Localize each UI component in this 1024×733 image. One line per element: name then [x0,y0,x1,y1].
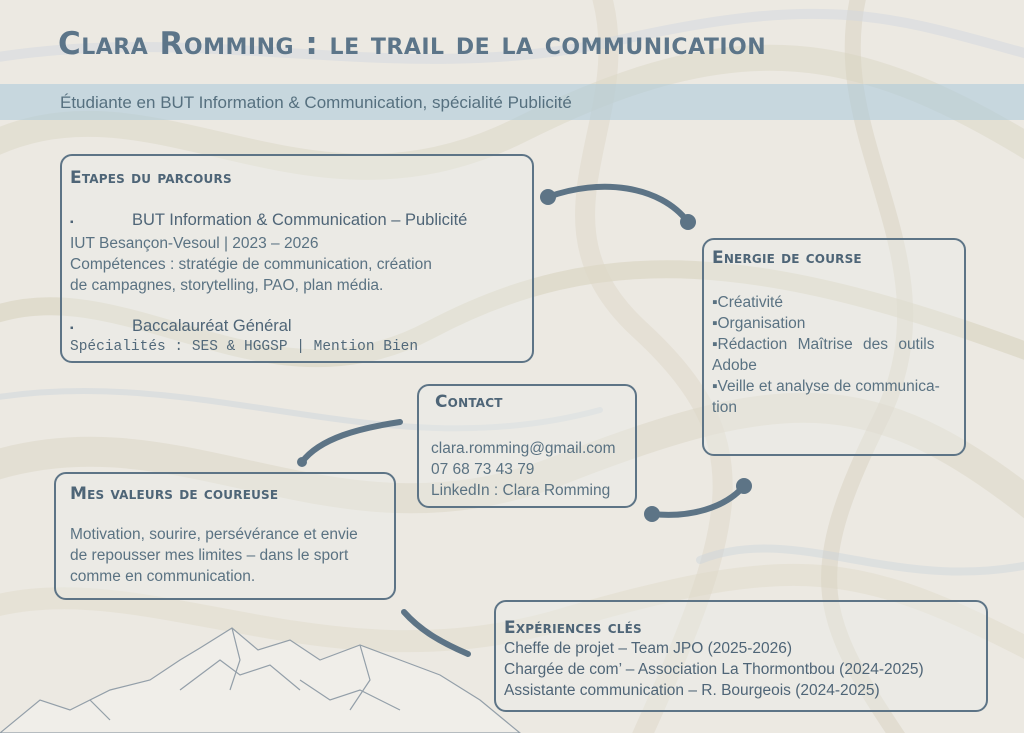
parcours-item1-skills-2: de campagnes, storytelling, PAO, plan média. [70,277,384,294]
experience-item: Chargée de com’ – Association La Thormontbou (2024-2025) [504,661,924,678]
contact-email[interactable]: clara.romming@gmail.com [431,440,616,457]
bullet-icon: ▪ [70,217,74,228]
energie-card [702,238,966,456]
experiences-card [494,600,988,712]
energie-item: Adobe [712,357,757,374]
experience-item: Assistante communication – R. Bourgeois (2024-2025) [504,682,880,699]
bullet-icon: ▪ [70,323,74,334]
parcours-heading: Etapes du parcours [70,168,232,188]
parcours-item1-skills-1: Compétences : stratégie de communication, création [70,256,432,273]
parcours-item1-title: BUT Information & Communication – Publicité [132,211,468,229]
valeurs-line: Motivation, sourire, persévérance et envie [70,526,358,543]
contact-linkedin[interactable]: LinkedIn : Clara Romming [431,482,611,499]
valeurs-line: comme en communication. [70,568,256,585]
valeurs-heading: Mes valeurs de coureuse [70,484,279,504]
page-title: Clara Romming : le trail de la communication [58,26,767,62]
contact-heading: Contact [435,392,503,412]
energie-item: ▪Rédaction Maîtrise des outils [712,336,935,353]
energie-item: ▪Veille et analyse de communica- [712,378,940,395]
energie-item: tion [712,399,737,416]
parcours-item2-details: Spécialités : SES & HGGSP | Mention Bien [70,339,419,355]
valeurs-line: de repousser mes limites – dans le sport [70,547,349,564]
experience-item: Cheffe de projet – Team JPO (2025-2026) [504,640,793,657]
parcours-item1-school: IUT Besançon-Vesoul | 2023 – 2026 [70,235,319,252]
parcours-item2-title: Baccalauréat Général [132,317,292,335]
valeurs-card [54,472,396,600]
contact-card [417,384,637,508]
energie-heading: Energie de course [712,248,862,268]
experiences-heading: Expériences clés [504,618,642,638]
energie-item: ▪Organisation [712,315,806,332]
parcours-card [60,154,534,363]
page-subtitle: Étudiante en BUT Information & Communication, spécialité Publicité [60,93,572,112]
energie-item: ▪Créativité [712,294,783,311]
contact-phone[interactable]: 07 68 73 43 79 [431,461,535,478]
